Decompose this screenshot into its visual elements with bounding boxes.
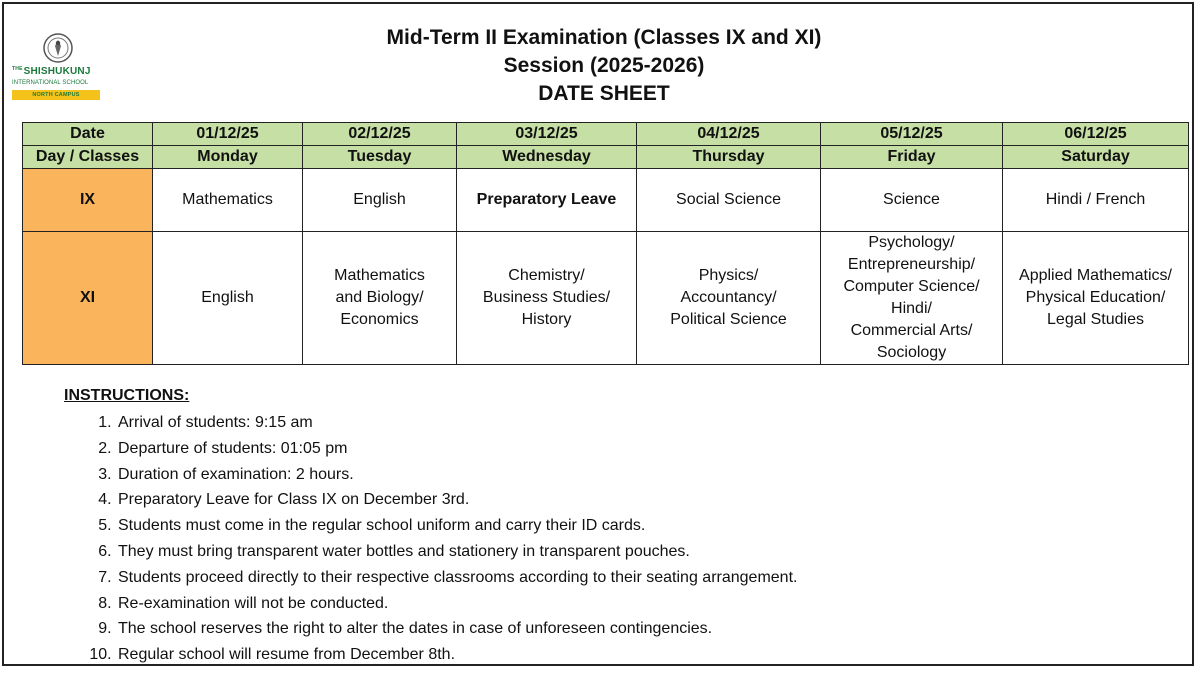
class-xi-row xyxy=(23,232,1189,365)
instruction-item: 9. The school reserves the right to alter the dates in case of unforeseen contingencies. xyxy=(116,616,1164,642)
class-label: XI xyxy=(23,232,153,365)
subject-cell xyxy=(637,232,821,365)
logo-the: THE xyxy=(12,66,23,72)
subject-line: and Biology/ xyxy=(335,289,424,306)
subject-line: Psychology/ xyxy=(868,234,955,251)
subject-line: Hindi/ xyxy=(891,300,932,317)
subject-line: English xyxy=(353,191,406,208)
session-title: Session (2025-2026) xyxy=(503,54,705,77)
date-row xyxy=(23,123,1189,146)
day-cell: Thursday xyxy=(637,146,821,169)
subject-cell xyxy=(1003,169,1189,232)
subject-line: Mathematics xyxy=(182,191,273,208)
date-cell: 05/12/25 xyxy=(821,123,1003,146)
subject-line: Science xyxy=(883,191,940,208)
day-row xyxy=(23,146,1189,169)
subject-line: Mathematics xyxy=(334,267,425,284)
instruction-item: 10. Regular school will resume from December 8th. xyxy=(116,642,1164,668)
instruction-item: 1. Arrival of students: 9:15 am xyxy=(116,410,1164,436)
subject-cell xyxy=(153,232,303,365)
subject-line: Applied Mathematics/ xyxy=(1019,267,1172,284)
subject-line: Accountancy/ xyxy=(680,289,777,306)
subject-line: Business Studies/ xyxy=(482,289,611,306)
subject-line: Physical Education/ xyxy=(1025,289,1166,306)
subject-line: Entrepreneurship/ xyxy=(847,256,976,273)
date-cell: 02/12/25 xyxy=(303,123,457,146)
class-label: IX xyxy=(23,169,153,232)
date-cell: 04/12/25 xyxy=(637,123,821,146)
logo-subtitle: INTERNATIONAL SCHOOL xyxy=(12,80,89,86)
day-cell: Saturday xyxy=(1003,146,1189,169)
subject-cell xyxy=(637,169,821,232)
instruction-item: 6. They must bring transparent water bottles and stationery in transparent pouches. xyxy=(116,539,1164,565)
subject-line: Chemistry/ xyxy=(508,267,585,284)
subject-line: Social Science xyxy=(676,191,781,208)
logo-school-name: SHISHUKUNJ xyxy=(23,66,91,77)
logo-campus: NORTH CAMPUS xyxy=(12,90,100,100)
subject-line: Legal Studies xyxy=(1047,311,1144,328)
subject-cell xyxy=(821,169,1003,232)
day-cell: Wednesday xyxy=(457,146,637,169)
subject-line: History xyxy=(521,311,572,328)
instructions-title: INSTRUCTIONS: xyxy=(64,387,190,404)
subject-line: Commercial Arts/ xyxy=(850,322,973,339)
subject-line: Political Science xyxy=(670,311,787,328)
subject-line: Preparatory Leave xyxy=(476,191,617,208)
instruction-item: 5. Students must come in the regular school uniform and carry their ID cards. xyxy=(116,513,1164,539)
date-cell: 01/12/25 xyxy=(153,123,303,146)
day-cell: Tuesday xyxy=(303,146,457,169)
subject-cell xyxy=(153,169,303,232)
class-ix-row xyxy=(23,169,1189,232)
day-cell: Monday xyxy=(153,146,303,169)
document-header xyxy=(4,24,1200,108)
instruction-item: 2. Departure of students: 01:05 pm xyxy=(116,436,1164,462)
day-label: Day / Classes xyxy=(23,146,153,169)
subject-line: Economics xyxy=(340,311,419,328)
subject-cell xyxy=(457,232,637,365)
instruction-item: 4. Preparatory Leave for Class IX on December 3rd. xyxy=(116,487,1164,513)
instruction-item: 7. Students proceed directly to their respective classrooms according to their seating arrangement. xyxy=(116,565,1164,591)
exam-title: Mid-Term II Examination (Classes IX and XI) xyxy=(386,26,822,49)
instructions-list xyxy=(64,410,1164,668)
subject-line: Hindi / French xyxy=(1045,191,1146,208)
subject-cell xyxy=(303,232,457,365)
date-cell: 06/12/25 xyxy=(1003,123,1189,146)
subject-cell xyxy=(1003,232,1189,365)
day-cell: Friday xyxy=(821,146,1003,169)
datesheet-title: DATE SHEET xyxy=(538,82,670,105)
subject-line: Physics/ xyxy=(698,267,759,284)
subject-cell xyxy=(457,169,637,232)
subject-cell xyxy=(821,232,1003,365)
instructions-section xyxy=(64,384,1164,668)
subject-line: English xyxy=(201,289,254,306)
subject-cell xyxy=(303,169,457,232)
instruction-item: 8. Re-examination will not be conducted. xyxy=(116,591,1164,617)
date-cell: 03/12/25 xyxy=(457,123,637,146)
date-label: Date xyxy=(23,123,153,146)
date-sheet-table xyxy=(22,122,1189,365)
subject-line: Sociology xyxy=(876,344,947,361)
subject-line: Computer Science/ xyxy=(843,278,980,295)
instruction-item: 3. Duration of examination: 2 hours. xyxy=(116,462,1164,488)
